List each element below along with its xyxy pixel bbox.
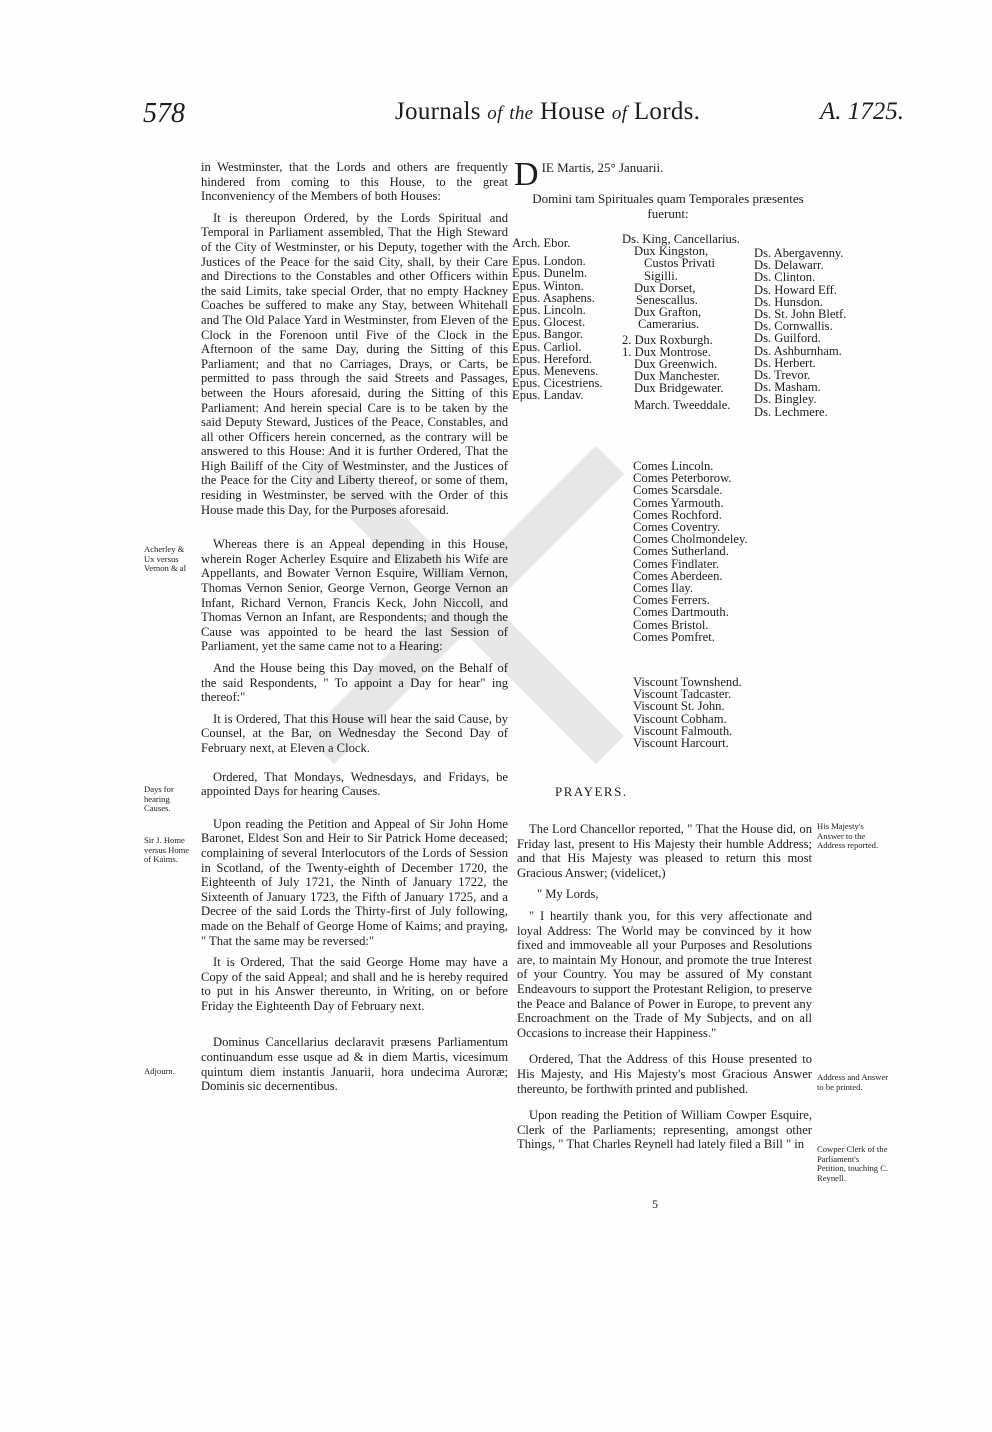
list-item: Comes Rochford. [633, 507, 722, 522]
list-item: Viscount Falmouth. [633, 723, 733, 738]
list-item: Comes Cholmondeley. [633, 532, 748, 547]
list-item: Ds. St. John Bletf. [754, 307, 847, 322]
list-item: Dux Bridgewater. [634, 381, 724, 396]
paragraph: It is Ordered, That the said George Home may have a Copy of the said Appeal; and shall and he is hereby required to put in his Answer thereunto, in Writing, on or before Friday the Eighteenth Day of February next. [201, 955, 508, 1013]
drop-cap: D [514, 156, 539, 193]
list-item: Epus. Hereford. [512, 351, 593, 366]
list-item: Ds. Herbert. [754, 355, 816, 370]
page-title: Journals of the House of Lords. [395, 98, 701, 125]
paragraph: The Lord Chancellor reported, " That the House did, on Friday last, present to His Majesty their humble Address; and that His Majesty was pleased to return this most Gracious Answer; (videlicet,) [517, 822, 812, 880]
margin-note: Acherley & Ux versus Vernon & al [144, 544, 187, 573]
list-item: Viscount St. John. [633, 699, 725, 714]
right-column [517, 822, 812, 1159]
margin-note: His Majesty's Answer to the Address reported. [817, 821, 879, 850]
list-item: Epus. Cicestriens. [512, 376, 603, 391]
paragraph: " I heartily thank you, for this very affectionate and loyal Address: The World may be convinced by it how fixed and immoveable all your Purposes and Resolutions are, to maintain My Honour, and promote the true Interest of your Country. You may be assured of My constant Endeavours to support the Protestant Religion, to preserve the Peace and Balance of Power in Europe, to prevent any Encroachment on the Trade of My Subjects, and on all Occasions to increase their Happiness." [517, 908, 812, 1040]
prayers-heading: PRAYERS. [555, 784, 628, 799]
list-item: Camerarius. [638, 317, 700, 332]
list-item: Comes Ferrers. [633, 593, 710, 608]
paragraph: Dominus Cancellarius declaravit præsens Parliamentum continuandum esse usque ad & in diem Martis, vicesimum quintum diem instantis Januarii, hora undecima Auroræ; Dominis sic decernentibus. [201, 1035, 508, 1094]
paragraph: Whereas there is an Appeal depending in this House, wherein Roger Acherley Esquire and Elizabeth his Wife are Appellants, and Bowater Vernon Esquire, William Vernon, Thomas Vernon Senior, George Vernon, George Vernon an Infant, Richard Vernon, Francis Keck, John Niccoll, and Thomas Vernon an Infant, are Respondents; and though the Cause was appointed to be heard the last Session of Parliament, yet the same came not to a Hearing: [201, 537, 508, 654]
list-item: Viscount Cobham. [633, 711, 727, 726]
list-item: Comes Ilay. [633, 581, 694, 596]
list-item: Ds. Howard Eff. [754, 282, 838, 297]
margin-note: Sir J. Home versus Home of Kaims. [144, 835, 190, 864]
paragraph: in Westminster, that the Lords and others are frequently hindered from coming to this House, to the great Inconveniency of the Members of both Houses: [201, 160, 508, 204]
paragraph: Upon reading the Petition of William Cowper Esquire, Clerk of the Parliaments; representing, amongst other Things, " That Charles Reynell had lately filed a Bill " in [517, 1108, 812, 1152]
list-item: Ds. Abergavenny. [754, 246, 844, 260]
session-date: DIE Martis, 25° Januarii. [514, 156, 664, 193]
list-item: Comes Lincoln. [633, 459, 714, 473]
list-item: Comes Coventry. [633, 520, 721, 535]
paragraph: Ordered, That the Address of this House presented to His Majesty, and His Majesty's most Gracious Answer thereunto, be forthwith printed and published. [517, 1052, 812, 1096]
list-item: Comes Yarmouth. [633, 495, 724, 510]
list-item: Epus. Lincoln. [512, 303, 586, 318]
list-item: Comes Peterborow. [633, 471, 732, 486]
present-line: Domini tam Spirituales quam Temporales præsentes fuerunt: [532, 191, 804, 221]
list-item: Viscount Harcourt. [633, 736, 729, 751]
list-item: Ds. Hunsdon. [754, 294, 823, 309]
list-item: Epus. Winton. [512, 278, 584, 293]
list-item: Ds. Trevor. [754, 368, 811, 383]
list-item: Ds. King, Cancellarius. [622, 232, 740, 246]
list-item: Ds. Clinton. [754, 270, 816, 285]
list-item: Epus. Bangor. [512, 327, 584, 342]
bishops-list [512, 237, 603, 402]
list-item: Ds. Lechmere. [754, 404, 828, 419]
viscounts-list [633, 676, 742, 749]
list-item: Comes Sutherland. [633, 544, 729, 559]
paragraph: " My Lords, [537, 887, 599, 902]
list-item: Epus. Glocest. [512, 315, 586, 330]
list-item: 1. Dux Montrose. [622, 344, 711, 359]
list-item: Comes Scarsdale. [633, 483, 723, 498]
list-item: Epus. London. [512, 254, 586, 269]
list-item: Dux Kingston, [634, 244, 709, 259]
list-item: Comes Findlater. [633, 556, 720, 571]
margin-note: Cowper Clerk of the Parliament's Petition, touching C. Reynell. [817, 1144, 889, 1183]
page-year: A. 1725. [820, 98, 905, 125]
list-item: Dux Grafton, [634, 305, 702, 320]
paragraph: It is Ordered, That this House will hear the said Cause, by Counsel, at the Bar, on Wednesday the Second Day of February next, at Eleven a Clock. [201, 711, 508, 755]
barons-list [754, 247, 846, 418]
list-item: Epus. Landav. [512, 388, 584, 403]
margin-note: Days for hearing Causes. [144, 784, 174, 813]
officers-list [622, 233, 750, 411]
left-column [201, 160, 508, 1101]
list-item: Dux Greenwich. [634, 357, 718, 372]
list-item: Arch. Ebor. [512, 236, 571, 250]
list-item: 2. Dux Roxburgh. [622, 332, 713, 347]
list-item: Custos Privati Sigilli. [644, 256, 716, 283]
margin-note: Adjourn. [144, 1066, 175, 1076]
paragraph: Ordered, That Mondays, Wednesdays, and Fridays, be appointed Days for hearing Causes. [201, 769, 508, 799]
list-item: Dux Dorset, [634, 280, 696, 295]
list-item: Comes Dartmouth. [633, 605, 729, 620]
margin-note: Address and Answer to be printed. [817, 1072, 889, 1092]
list-item: Epus. Menevens. [512, 364, 599, 379]
list-item: Dux Manchester. [634, 369, 721, 384]
list-item: Ds. Bingley. [754, 392, 817, 407]
earls-list [633, 460, 748, 643]
paragraph: And the House being this Day moved, on the Behalf of the said Respondents, " To appoint a Day for hear" ing thereof:" [201, 661, 508, 705]
list-item: Ds. Guilford. [754, 331, 821, 346]
list-item: Epus. Dunelm. [512, 266, 588, 281]
list-item: Comes Pomfret. [633, 629, 715, 644]
list-item: Epus. Carliol. [512, 339, 582, 354]
list-item: Senescallus. [636, 293, 698, 308]
list-item: Ds. Cornwallis. [754, 319, 833, 334]
paragraph: Upon reading the Petition and Appeal of Sir John Home Baronet, Eldest Son and Heir to Sir Patrick Home deceased; complaining of several Interlocutors of the Lords of Session in Scotland, of the Twenty-eighth of December 1720, the Eighteenth of July 1721, the Ninth of January 1722, the Sixteenth of January 1723, the Fifth of January 1725, and a Decree of the said Lords the Thirty-first of July following, made on the Behalf of George Home of Kaims; and praying, " That the same may be reversed:" [201, 816, 508, 948]
list-item: Comes Bristol. [633, 617, 709, 632]
list-item: Ds. Ashburnham. [754, 343, 842, 358]
list-item: Comes Aberdeen. [633, 568, 723, 583]
list-item: Viscount Townshend. [633, 675, 742, 689]
list-item: Ds. Masham. [754, 380, 821, 395]
list-item: Ds. Delawarr. [754, 258, 824, 273]
signature-mark: 5 [652, 1197, 658, 1211]
paragraph: It is thereupon Ordered, by the Lords Spiritual and Temporal in Parliament assembled, That the High Steward of the City of Westminster, or his Deputy, together with the Justices of the Peace for the said City, shall, by their Care and Directions to the Constables and other Officers within the said Limits, take special Order, that no empty Hackney Coaches be suffered to make any Stay, between Whitehall and The Old Palace Yard in Westminster, from Eleven of the Clock in the Forenoon until Five of the Clock in the Afternoon of the same Day, during the Sitting of this Parliament; and that no Carriages, Drays, or Carts, be permitted to pass through the said Streets and Passages, between the Hours aforesaid, during the Sitting of this Parliament: And herein special Care is to be taken by the said Deputy Steward, Justices of the Peace, Constables, and all other Officers herein concerned, as the contrary will be answered to this House: And it is further Ordered, That the High Bailiff of the City of Westminster, and the Justices of the Peace for the City and Liberty thereof, or some of them, residing in Westminster, be served with the Order of this House made this Day, for the Purposes aforesaid. [201, 210, 508, 517]
list-item: Viscount Tadcaster. [633, 687, 732, 702]
list-item: Epus. Asaphens. [512, 290, 595, 305]
page-number: 578 [143, 98, 185, 129]
list-item: March. Tweeddale. [634, 397, 731, 412]
